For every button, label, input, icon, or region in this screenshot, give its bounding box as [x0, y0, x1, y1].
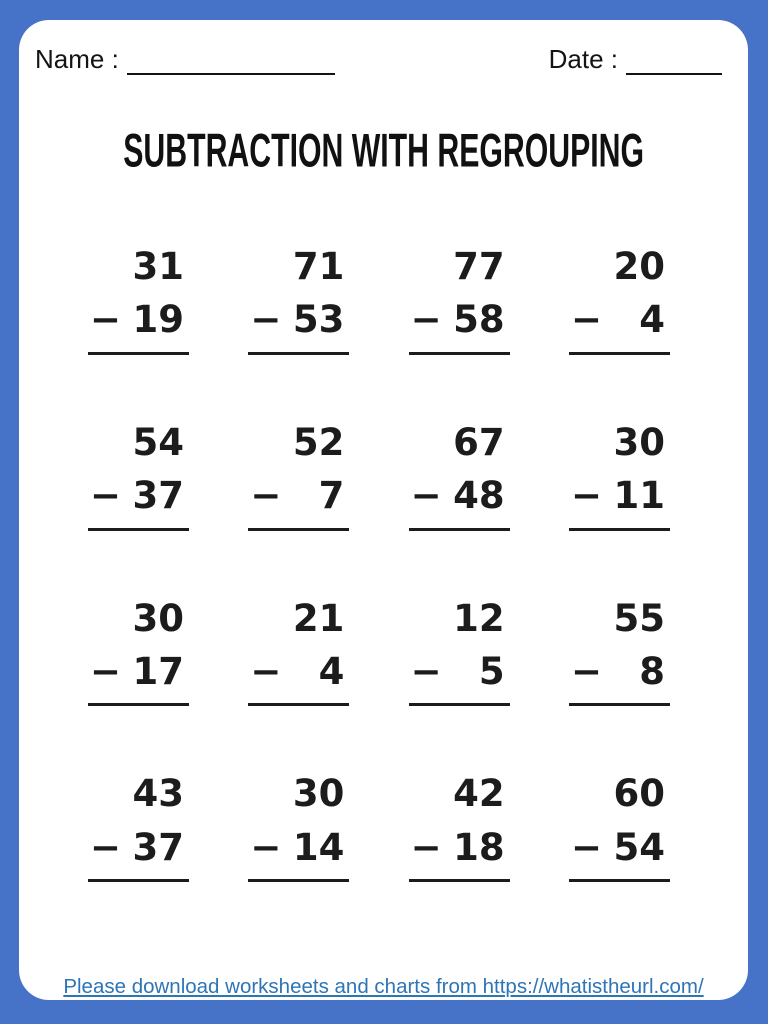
minuend: 55 [613, 596, 665, 640]
answer-line [88, 703, 189, 706]
subtrahend-row [248, 474, 349, 518]
subtraction-problem-8 [569, 421, 670, 531]
subtrahend-row [88, 474, 189, 518]
answer-line [569, 352, 670, 355]
subtrahend-row [88, 826, 189, 870]
problems-grid [19, 245, 748, 882]
minus-sign: − [410, 649, 442, 693]
subtraction-problem-9 [88, 597, 189, 707]
subtrahend: 58 [453, 298, 505, 342]
subtrahend-row [409, 650, 510, 694]
minus-sign: − [90, 298, 122, 342]
answer-line [88, 352, 189, 355]
answer-line [569, 528, 670, 531]
subtraction-problem-4 [569, 245, 670, 355]
minuend: 43 [132, 772, 184, 816]
answer-line [409, 703, 510, 706]
subtrahend-row [248, 650, 349, 694]
minuend: 77 [453, 245, 505, 288]
minuend: 21 [292, 596, 345, 640]
subtraction-problem-5 [88, 421, 189, 531]
minuend: 67 [453, 420, 505, 464]
subtrahend: 18 [453, 825, 505, 869]
page-title: SUBTRACTION WITH REGROUPING [123, 124, 644, 177]
minus-sign: − [250, 298, 282, 342]
date-label: Date : [548, 44, 618, 74]
answer-line [409, 879, 510, 882]
subtrahend-row [88, 298, 189, 342]
subtraction-problem-11 [409, 597, 510, 707]
minuend: 12 [453, 596, 505, 640]
minuend: 30 [132, 596, 184, 640]
minus-sign: − [410, 474, 442, 518]
minuend: 20 [613, 245, 665, 288]
subtraction-problem-10 [248, 597, 349, 707]
answer-line [409, 528, 510, 531]
minuend: 31 [132, 245, 184, 288]
subtraction-problem-7 [409, 421, 510, 531]
subtrahend: 8 [639, 649, 665, 693]
answer-line [88, 879, 189, 882]
minus-sign: − [250, 649, 282, 693]
name-label: Name : [35, 44, 119, 74]
subtrahend: 4 [639, 298, 665, 342]
subtrahend: 54 [613, 825, 665, 869]
subtraction-problem-16 [569, 772, 670, 882]
answer-line [409, 352, 510, 355]
subtrahend-row [248, 826, 349, 870]
worksheet-card [19, 20, 748, 1000]
subtrahend: 17 [132, 649, 184, 693]
minus-sign: − [250, 474, 282, 518]
subtrahend: 48 [453, 474, 505, 518]
minus-sign: − [410, 825, 442, 869]
subtrahend: 4 [318, 649, 345, 693]
minus-sign: − [90, 825, 122, 869]
subtraction-problem-1 [88, 245, 189, 355]
minuend: 60 [613, 772, 665, 816]
subtraction-problem-3 [409, 245, 510, 355]
subtrahend-row [569, 650, 670, 694]
date-blank-line [626, 45, 722, 75]
subtrahend: 11 [613, 474, 665, 518]
subtrahend: 5 [478, 649, 505, 693]
footer-link[interactable]: Please download worksheets and charts from https://whatistheurl.com/ [63, 975, 704, 998]
subtraction-problem-2 [248, 245, 349, 355]
answer-line [569, 879, 670, 882]
answer-line [569, 703, 670, 706]
answer-line [88, 528, 189, 531]
answer-line [248, 703, 349, 706]
subtrahend: 53 [292, 298, 345, 342]
name-blank-line [127, 45, 335, 75]
worksheet-header [19, 20, 748, 75]
minus-sign: − [90, 474, 122, 518]
subtrahend-row [569, 298, 670, 342]
minuend: 52 [292, 420, 345, 464]
subtrahend-row [409, 298, 510, 342]
minus-sign: − [570, 474, 602, 518]
subtraction-problem-13 [88, 772, 189, 882]
subtrahend: 37 [132, 474, 184, 518]
subtrahend-row [569, 474, 670, 518]
subtraction-problem-12 [569, 597, 670, 707]
answer-line [248, 528, 349, 531]
minuend: 30 [613, 420, 665, 464]
title-wrap [19, 124, 748, 177]
subtrahend-row [409, 826, 510, 870]
subtrahend: 19 [132, 298, 184, 342]
minuend: 54 [132, 420, 184, 464]
minus-sign: − [250, 825, 282, 869]
subtraction-problem-14 [248, 772, 349, 882]
minus-sign: − [570, 649, 602, 693]
name-field [35, 44, 335, 75]
minuend: 30 [292, 772, 345, 816]
subtrahend: 37 [132, 825, 184, 869]
subtrahend: 14 [292, 825, 345, 869]
minuend: 71 [292, 245, 345, 288]
subtraction-problem-6 [248, 421, 349, 531]
date-field [549, 44, 722, 75]
subtrahend: 7 [318, 474, 345, 518]
subtraction-problem-15 [409, 772, 510, 882]
subtrahend-row [569, 826, 670, 870]
subtrahend-row [88, 650, 189, 694]
minuend: 42 [453, 772, 505, 816]
minus-sign: − [410, 298, 442, 342]
minus-sign: − [90, 649, 122, 693]
subtrahend-row [248, 298, 349, 342]
footer [19, 975, 748, 999]
minus-sign: − [570, 298, 602, 342]
subtrahend-row [409, 474, 510, 518]
minus-sign: − [570, 825, 602, 869]
answer-line [248, 352, 349, 355]
answer-line [248, 879, 349, 882]
